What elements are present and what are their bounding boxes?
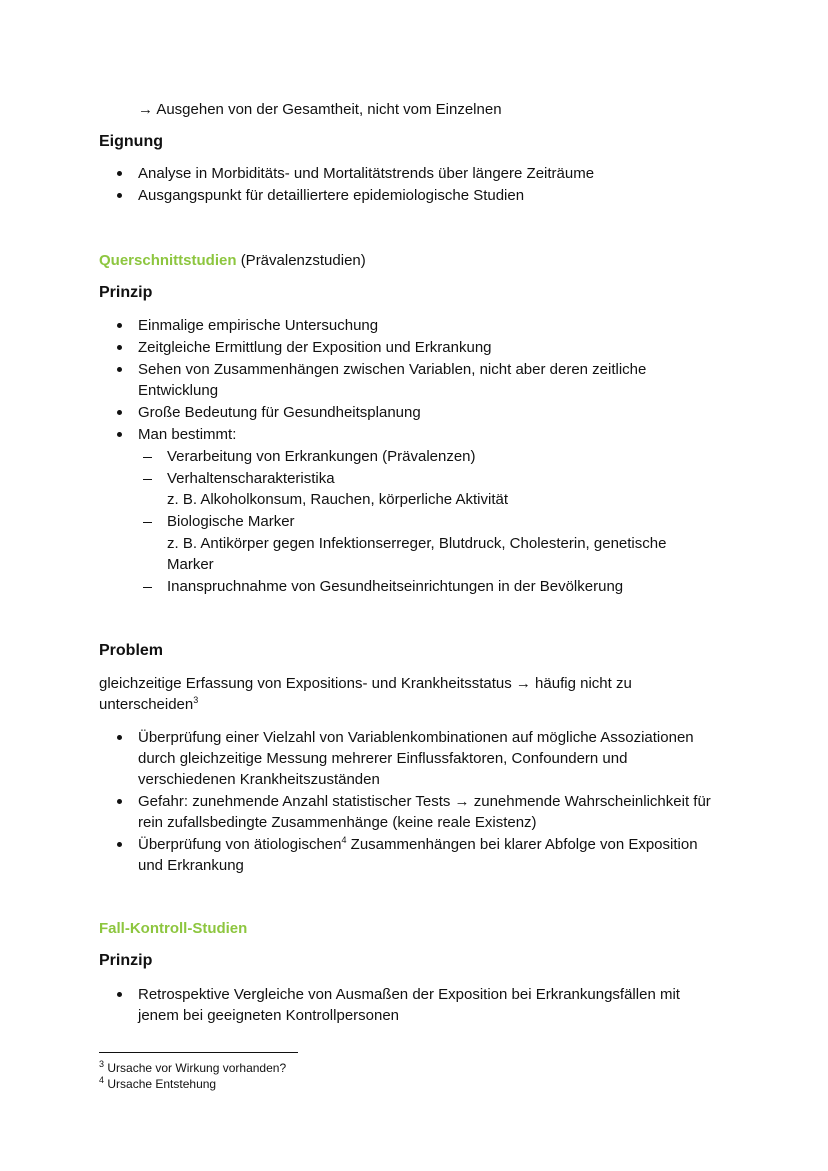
list-item: Retrospektive Vergleiche von Ausmaßen der Exposition bei Erkrankungsfällen mit (138, 986, 680, 1003)
dash-icon (143, 587, 152, 588)
bullet-icon (117, 193, 122, 198)
list-item-continuation: durch gleichzeitige Messung mehrerer Einflussfaktoren, Confoundern und (138, 750, 628, 767)
sub-list-item-continuation: z. B. Antikörper gegen Infektionserreger, Blutdruck, Cholesterin, genetische (167, 535, 667, 552)
list-item: Große Bedeutung für Gesundheitsplanung (138, 404, 421, 421)
problem-text-continuation (99, 694, 198, 715)
list-item (138, 834, 698, 855)
list-item: Zeitgleiche Ermittlung der Exposition und Erkrankung (138, 339, 492, 356)
list-item-continuation: rein zufallsbedingte Zusammenhänge (keine reale Existenz) (138, 814, 537, 831)
bullet-icon (117, 992, 122, 997)
list-item: Gefahr: zunehmende Anzahl statistischer Tests → zunehmende Wahrscheinlichkeit für (138, 793, 711, 810)
sub-list-item: Verarbeitung von Erkrankungen (Prävalenzen) (167, 448, 476, 465)
sub-list-item-continuation: z. B. Alkoholkonsum, Rauchen, körperliche Aktivität (167, 491, 509, 508)
problem-text: gleichzeitige Erfassung von Expositions- und Krankheitsstatus → häufig nicht zu (99, 675, 632, 692)
bullet-icon (117, 799, 122, 804)
problem-heading: Problem (99, 642, 164, 659)
bullet-icon (117, 367, 122, 372)
bullet-icon (117, 842, 122, 847)
footnote (99, 1060, 286, 1076)
list-item: Ausgangspunkt für detailliertere epidemiologische Studien (138, 187, 525, 204)
eignung-heading: Eignung (99, 133, 163, 150)
footnote-ref: 4 (341, 835, 347, 845)
footnote-divider (99, 1052, 298, 1053)
sub-list-item: Verhaltenscharakteristika (167, 470, 335, 487)
footnote-number: 4 (99, 1075, 105, 1085)
list-item-continuation: Entwicklung (138, 382, 219, 399)
list-item: Analyse in Morbiditäts- und Mortalitätstrends über längere Zeiträume (138, 165, 595, 182)
dash-icon (143, 479, 152, 480)
sub-list-item: Inanspruchnahme von Gesundheitseinrichtungen in der Bevölkerung (167, 578, 624, 595)
querschnitt-title: Querschnittstudien (99, 252, 237, 269)
prinzip-heading: Prinzip (99, 952, 153, 969)
list-item: Sehen von Zusammenhängen zwischen Variablen, nicht aber deren zeitliche (138, 361, 647, 378)
sub-list-item-continuation: Marker (167, 556, 214, 573)
list-item-continuation: und Erkrankung (138, 857, 244, 874)
prinzip-heading: Prinzip (99, 284, 153, 301)
querschnitt-subtitle: (Prävalenzstudien) (240, 252, 366, 269)
footnote (99, 1076, 216, 1092)
problem-text-line2: unterscheiden (99, 696, 194, 713)
bullet-icon (117, 410, 122, 415)
list-item-continuation: verschiedenen Krankheitszuständen (138, 771, 380, 788)
sub-list-item: Biologische Marker (167, 513, 295, 530)
list-item-continuation: jenem bei geeigneten Kontrollpersonen (138, 1007, 400, 1024)
fallkontroll-title: Fall-Kontroll-Studien (99, 920, 248, 937)
list-item: Einmalige empirische Untersuchung (138, 317, 379, 334)
footnote-text: Ursache Entstehung (107, 1077, 217, 1091)
bullet-icon (117, 345, 122, 350)
intro-line: → Ausgehen von der Gesamtheit, nicht vom Einzelnen (138, 101, 502, 118)
list-item: Man bestimmt: (138, 426, 237, 443)
footnote-ref: 3 (193, 695, 199, 705)
footnote-number: 3 (99, 1059, 105, 1069)
dash-icon (143, 457, 152, 458)
bullet-icon (117, 323, 122, 328)
footnote-text: Ursache vor Wirkung vorhanden? (107, 1061, 287, 1075)
list-item-part: Überprüfung von ätiologischen (138, 836, 342, 853)
bullet-icon (117, 735, 122, 740)
dash-icon (143, 522, 152, 523)
list-item: Überprüfung einer Vielzahl von Variablenkombinationen auf mögliche Assoziationen (138, 729, 694, 746)
bullet-icon (117, 432, 122, 437)
list-item-part: Zusammenhängen bei klarer Abfolge von Exposition (350, 836, 698, 853)
bullet-icon (117, 171, 122, 176)
section-title-querschnitt (99, 250, 366, 271)
